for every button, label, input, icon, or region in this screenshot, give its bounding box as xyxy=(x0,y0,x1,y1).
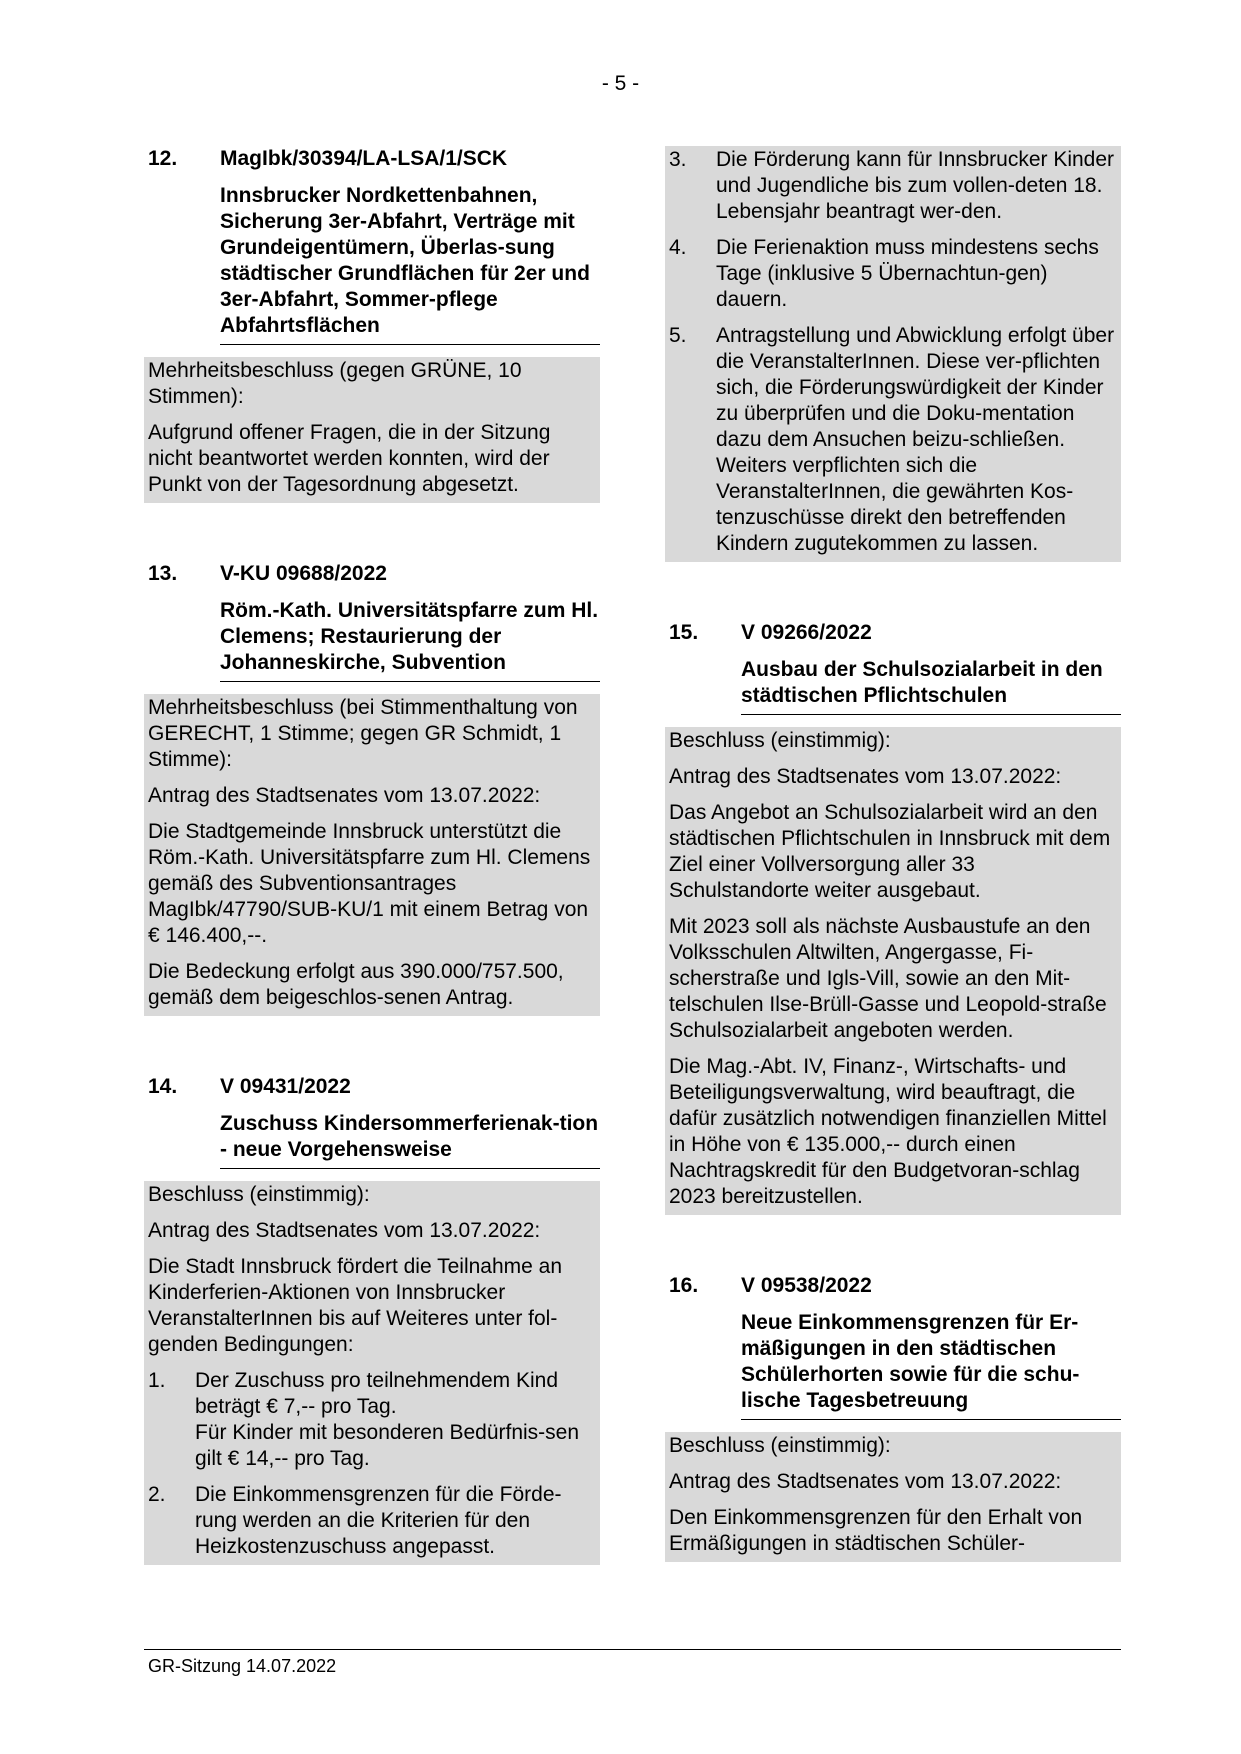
paragraph: Antrag des Stadtsenates vom 13.07.2022: xyxy=(669,765,1062,788)
list-item xyxy=(148,1482,596,1560)
agenda-item-16 xyxy=(665,1273,1121,1562)
item-reference: V 09538/2022 xyxy=(741,1274,872,1297)
item-header xyxy=(144,1074,600,1169)
paragraph: Die Bedeckung erfolgt aus 390.000/757.500, gemäß dem beigeschlos-senen Antrag. xyxy=(148,960,564,1009)
list-text: Die Ferienaktion muss mindestens sechs Tage (inklusive 5 Übernachtun-gen) dauern. xyxy=(716,236,1099,311)
list-text: Die Einkommensgrenzen für die Förde-rung werden an die Kriterien für den Heizkostenzuschuss angepasst. xyxy=(195,1483,562,1558)
decision-text: Beschluss (einstimmig): xyxy=(669,1434,891,1457)
list-text: Antragstellung und Abwicklung erfolgt über die VeranstalterInnen. Diese ver-pflichten sich, die Förderungswürdigkeit der Kinder zu überprüfen und die Doku-mentation dazu dem Ansuchen beizu-schließen. Weiters verpflichten sich die VeranstalterInnen, die gewährten Kos-tenzuschüsse direkt den betreffenden Kindern zugutekommen zu lassen. xyxy=(716,324,1115,555)
list-text: Der Zuschuss pro teilnehmendem Kind beträgt € 7,-- pro Tag. xyxy=(195,1369,559,1418)
item-header xyxy=(665,620,1121,715)
item-number: 15. xyxy=(669,621,699,644)
paragraph: Antrag des Stadtsenates vom 13.07.2022: xyxy=(148,1219,541,1242)
item-reference: V 09431/2022 xyxy=(220,1075,351,1098)
list-number: 4. xyxy=(669,236,687,259)
item-title: Innsbrucker Nordkettenbahnen, Sicherung 3er-Abfahrt, Verträge mit Grundeigentümern, Überlas-sung städtischer Grundflächen für 2er und 3er-Abfahrt, Sommer-pflege Abfahrtsflächen xyxy=(220,183,600,345)
list-number: 3. xyxy=(669,148,687,171)
list-item xyxy=(148,1368,596,1472)
right-column xyxy=(665,146,1121,1562)
list-item xyxy=(669,147,1117,225)
footer-text: GR-Sitzung 14.07.2022 xyxy=(148,1656,337,1676)
item-title: Ausbau der Schulsozialarbeit in den städtischen Pflichtschulen xyxy=(741,657,1121,715)
agenda-item-15 xyxy=(665,620,1121,1215)
paragraph: Die Mag.-Abt. IV, Finanz-, Wirtschafts- und Beteiligungsverwaltung, wird beauftragt, die dafür zusätzlich notwendigen finanziellen Mittel in Höhe von € 135.000,-- durch einen Nachtragskredit für den Budgetvoran-schlag 2023 bereitzustellen. xyxy=(669,1055,1107,1208)
item-header xyxy=(144,561,600,682)
paragraph: Das Angebot an Schulsozialarbeit wird an den städtischen Pflichtschulen in Innsbruck mit dem Ziel einer Vollversorgung aller 33 Schulstandorte weiter ausgebaut. xyxy=(669,801,1111,902)
item-body xyxy=(144,357,600,503)
list-number: 2. xyxy=(148,1483,166,1506)
decision-text: Beschluss (einstimmig): xyxy=(148,1183,370,1206)
agenda-item-12 xyxy=(144,146,600,503)
item-reference: V-KU 09688/2022 xyxy=(220,562,387,585)
item-body xyxy=(665,1432,1121,1562)
list-number: 5. xyxy=(669,324,687,347)
item-title: Neue Einkommensgrenzen für Er-mäßigungen in den städtischen Schülerhorten sowie für die schu-lische Tagesbetreuung xyxy=(741,1310,1121,1420)
paragraph: Die Stadt Innsbruck fördert die Teilnahme an Kinderferien-Aktionen von Innsbrucker VeranstalterInnen bis auf Weiteres unter fol-genden Bedingungen: xyxy=(148,1255,563,1356)
item-title: Röm.-Kath. Universitätspfarre zum Hl. Clemens; Restaurierung der Johanneskirche, Subvention xyxy=(220,598,600,682)
list-item xyxy=(669,235,1117,313)
item-reference: V 09266/2022 xyxy=(741,621,872,644)
list-text: Für Kinder mit besonderen Bedürfnis-sen gilt € 14,-- pro Tag. xyxy=(195,1421,580,1470)
item-header xyxy=(144,146,600,345)
decision-text: Mehrheitsbeschluss (gegen GRÜNE, 10 Stimmen): xyxy=(148,359,522,408)
agenda-item-13 xyxy=(144,561,600,1016)
list-text: Die Förderung kann für Innsbrucker Kinder und Jugendliche bis zum vollen-deten 18. Lebensjahr beantragt wer-den. xyxy=(716,148,1115,223)
item-number: 13. xyxy=(148,562,178,585)
paragraph: Den Einkommensgrenzen für den Erhalt von Ermäßigungen in städtischen Schüler- xyxy=(669,1506,1083,1555)
paragraph: Die Stadtgemeinde Innsbruck unterstützt die Röm.-Kath. Universitätspfarre zum Hl. Clemens gemäß des Subventionsantrages MagIbk/47790/SUB-KU/1 mit einem Betrag von € 146.400,--. xyxy=(148,820,591,947)
paragraph: Mit 2023 soll als nächste Ausbaustufe an den Volksschulen Altwilten, Angergasse, Fi-scherstraße und Igls-Vill, sowie an den Mit-telschulen Ilse-Brüll-Gasse und Leopold-straße Schulsozialarbeit angeboten werden. xyxy=(669,915,1107,1042)
decision-text: Beschluss (einstimmig): xyxy=(669,729,891,752)
left-column xyxy=(144,146,600,1565)
list-item xyxy=(669,323,1117,557)
item-number: 14. xyxy=(148,1075,178,1098)
paragraph: Aufgrund offener Fragen, die in der Sitzung nicht beantwortet werden konnten, wird der Punkt von der Tagesordnung abgesetzt. xyxy=(148,421,551,496)
decision-text: Mehrheitsbeschluss (bei Stimmenthaltung von GERECHT, 1 Stimme; gegen GR Schmidt, 1 Stimme): xyxy=(148,696,578,771)
page-number: - 5 - xyxy=(601,72,640,95)
paragraph: Antrag des Stadtsenates vom 13.07.2022: xyxy=(148,784,541,807)
paragraph: Antrag des Stadtsenates vom 13.07.2022: xyxy=(669,1470,1062,1493)
item-title: Zuschuss Kindersommerferienak-tion - neue Vorgehensweise xyxy=(220,1111,600,1169)
item-body xyxy=(144,694,600,1016)
agenda-item-14 xyxy=(144,1074,600,1565)
item-header xyxy=(665,1273,1121,1420)
footer-divider xyxy=(144,1649,1121,1650)
item-body xyxy=(144,1181,600,1565)
item-14-continued xyxy=(665,146,1121,562)
item-reference: MagIbk/30394/LA-LSA/1/SCK xyxy=(220,147,508,170)
list-number: 1. xyxy=(148,1369,166,1392)
item-body xyxy=(665,727,1121,1215)
item-number: 16. xyxy=(669,1274,699,1297)
item-number: 12. xyxy=(148,147,178,170)
